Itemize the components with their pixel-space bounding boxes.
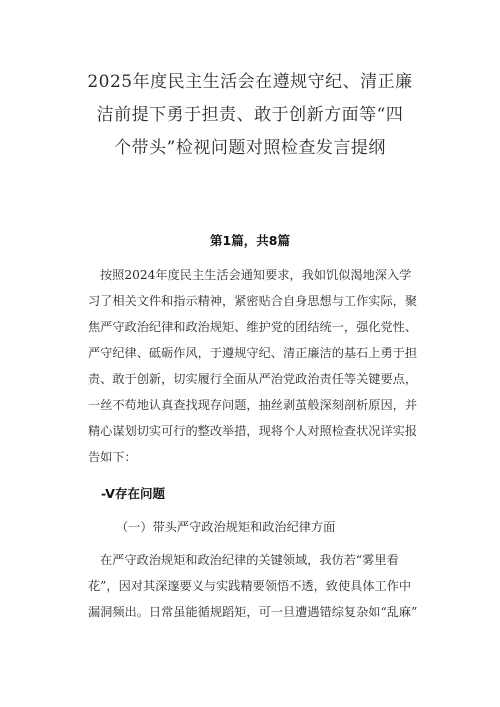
paragraph-line: 告如下： [88,450,137,464]
sub-heading: （一）带头严守政治规矩和政治纪律方面 [116,520,336,534]
paragraph-line: 习了相关文件和指示精神，紧密贴合自身思想与工作实际，聚 [88,294,418,308]
title-line: 洁前提下勇于担责、敢于创新方面等“四 [96,105,404,125]
paragraph-line: 严守纪律、砥砺作风，于遵规守纪、清正廉洁的基石上勇于担 [88,346,418,360]
title-line: 2025年度民主生活会在遵规守纪、清正廉 [87,72,413,92]
paragraph-line: 花”，因对其深邃要义与实践精要领悟不透，致使具体工作中 [88,579,412,593]
title-line: 个带头”检视问题对照检查发言提纲 [114,138,386,158]
paragraph-line: 焦严守政治纪律和政治规矩、维护党的团结统一，强化党性、 [88,320,418,334]
paragraph-line: 漏洞频出。日常虽能循规蹈矩，可一旦遭遇错综复杂如“乱麻” [88,605,418,619]
paragraph-line: 精心谋划切实可行的整改举措，现将个人对照检查状况详实报 [88,424,418,438]
section-heading: -V存在问题 [101,486,165,501]
document-title [60,66,440,165]
part-label: 第1篇，共8篇 [210,233,290,248]
paragraph-line: 责、敢于创新，切实履行全面从严治党政治责任等关键要点， [88,372,418,386]
paragraph-line: 一丝不苟地认真查找现存问题，抽丝剥茧般深刻剖析原因，并 [88,398,418,412]
intro-paragraph [88,262,432,470]
body-paragraph [88,547,432,625]
paragraph-line: 在严守政治规矩和政治纪律的关键领域，我仿若“雾里看 [100,553,399,567]
paragraph-line: 按照2024年度民主生活会通知要求，我如饥似渴地深入学 [100,268,412,282]
